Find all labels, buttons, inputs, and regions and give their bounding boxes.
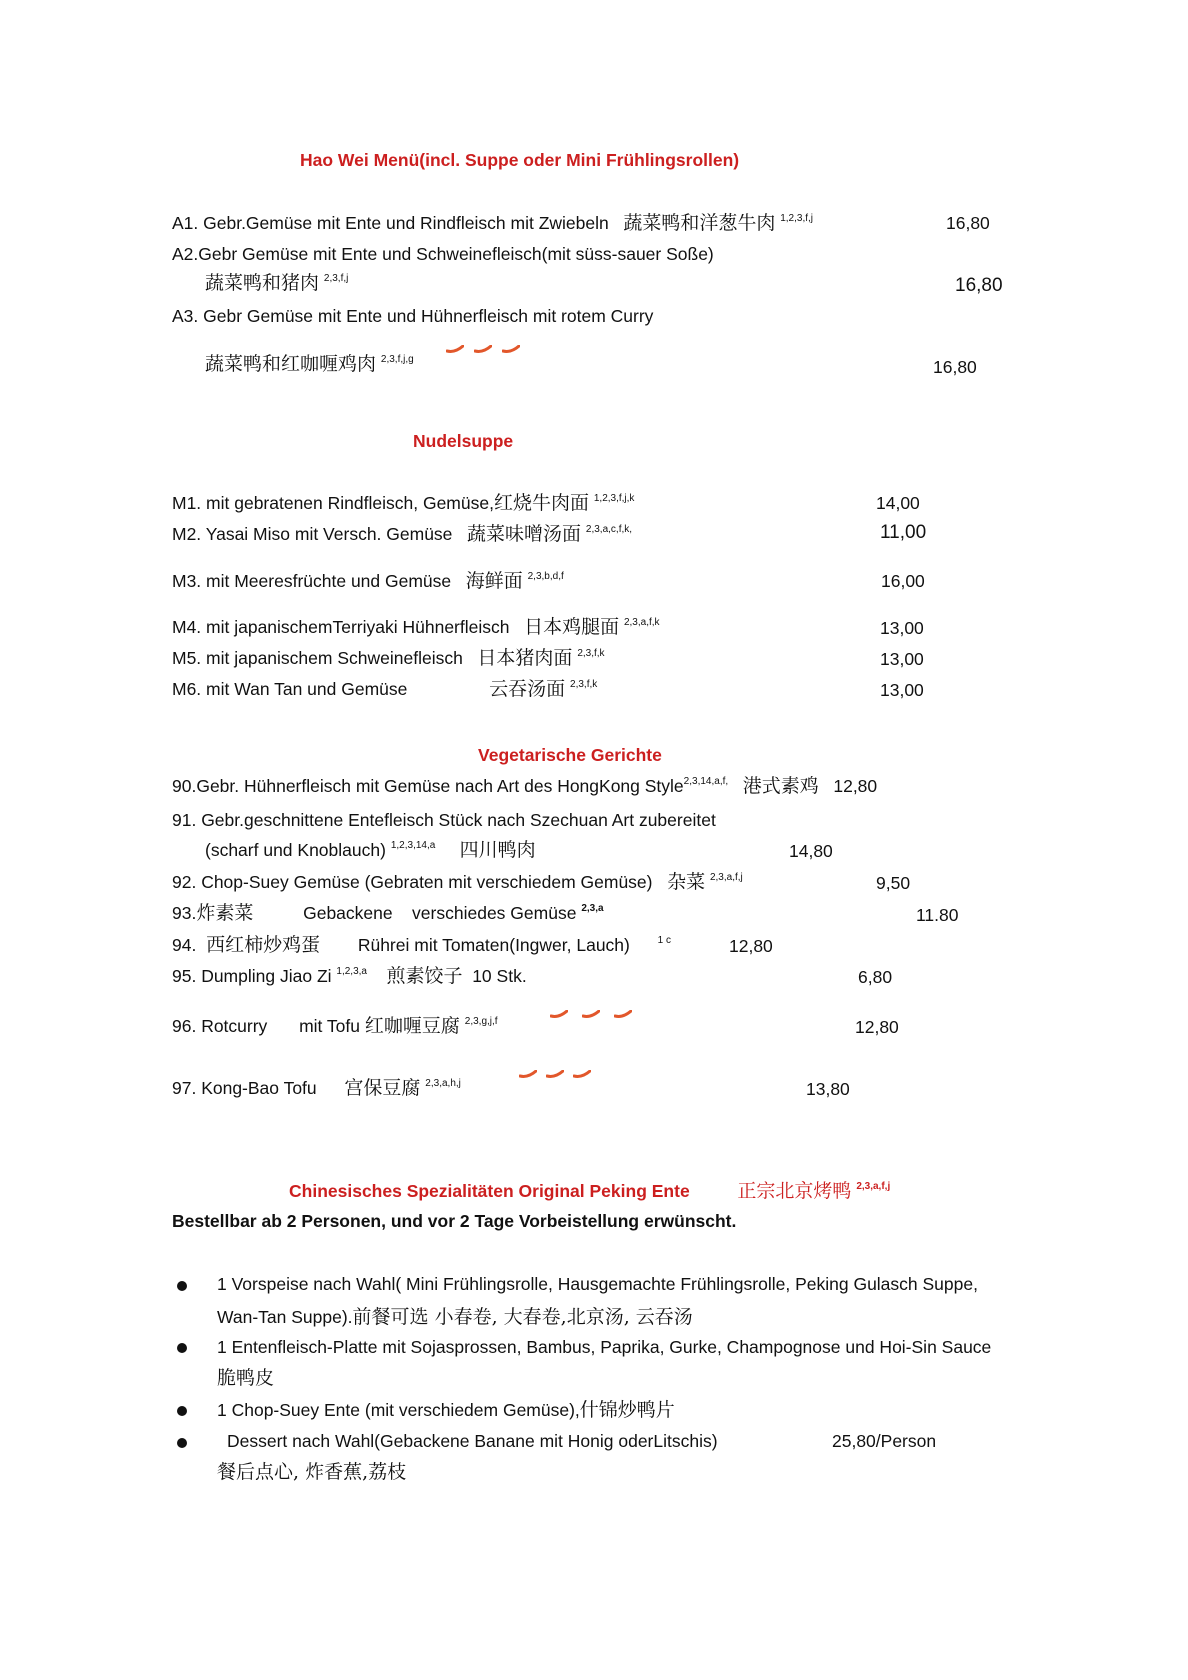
peking-bullet-2-cn: 脆鸭皮 <box>217 1367 275 1389</box>
menu-item-m6: M6. mit Wan Tan und Gemüse 云吞汤面 $^{2,3,f,k}$ <box>172 678 598 700</box>
menu-item-m1: M1. mit gebratenen Rindfleisch, Gemüse,红烧牛肉面 $^{1,2,3,f,j,k}$ <box>172 492 635 514</box>
price-96: 12,80 <box>855 1017 899 1037</box>
menu-item-95: 95. Dumpling Jiao Zi $^{1,2,3,a}$ 煎素饺子 10 Stk. <box>172 965 527 987</box>
peking-price: 25,80/Person <box>832 1431 937 1451</box>
chili-icon <box>614 1010 632 1018</box>
peking-bullet-1-line-1: 1 Vorspeise nach Wahl( Mini Frühlingsrolle, Hausgemachte Frühlingsrolle, Peking Gulasch Suppe, <box>217 1274 978 1294</box>
price-m3: 16,00 <box>881 571 925 591</box>
section-title-nudelsuppe: Nudelsuppe <box>413 431 514 451</box>
menu-item-93: 93.炸素菜 Gebackene verschiedes Gemüse $^{2,3,a}$ <box>172 902 604 924</box>
section-title-peking: Chinesisches Spezialitäten Original Peking Ente 正宗北京烤鸭 $^{2,3,a,f,j}$ <box>289 1180 891 1202</box>
menu-item-91: 91. Gebr.geschnittene Entefleisch Stück nach Szechuan Art zubereitet <box>172 810 716 830</box>
price-93: 11.80 <box>916 905 959 925</box>
price-a1: 16,80 <box>946 213 990 233</box>
chili-icon <box>573 1070 591 1078</box>
menu-item-a3: A3. Gebr Gemüse mit Ente und Hühnerfleisch mit rotem Curry <box>172 306 654 326</box>
chili-icon <box>474 345 492 353</box>
peking-bullet-2-line-1: 1 Entenfleisch-Platte mit Sojasprossen, Bambus, Paprika, Gurke, Champognose und Hoi-Sin Sauce <box>217 1337 992 1357</box>
chili-icon <box>582 1010 600 1018</box>
menu-item-m5: M5. mit japanischem Schweinefleisch 日本猪肉面 $^{2,3,f,k}$ <box>172 647 605 669</box>
bullet-icon <box>177 1406 187 1416</box>
menu-item-94: 94. 西红柿炒鸡蛋 Rührei mit Tomaten(Ingwer, Lauch) $^{1 c}$ <box>172 934 671 956</box>
chili-icon <box>550 1010 568 1018</box>
menu-item-96: 96. Rotcurry mit Tofu 红咖喱豆腐 $^{2,3,g,j,f}$ <box>172 1015 498 1037</box>
menu-item-a2-cn: 蔬菜鸭和猪肉 $^{2,3,f,j}$ <box>205 272 349 294</box>
menu-item-91-detail: (scharf und Knoblauch) $^{1,2,3,14,a}$ 四川鸭肉 <box>205 839 536 861</box>
chili-icon <box>502 345 520 353</box>
price-a3: 16,80 <box>933 357 977 377</box>
bullet-icon <box>177 1281 187 1291</box>
price-91: 14,80 <box>789 841 833 861</box>
peking-bullet-4: Dessert nach Wahl(Gebackene Banane mit Honig oderLitschis) <box>227 1431 718 1451</box>
chili-icon <box>519 1070 537 1078</box>
bullet-icon <box>177 1438 187 1448</box>
menu-item-a1: A1. Gebr.Gemüse mit Ente und Rindfleisch mit Zwiebeln 蔬菜鸭和洋葱牛肉 $^{1,2,3,f,j}$ <box>172 212 814 234</box>
price-97: 13,80 <box>806 1079 850 1099</box>
menu-item-92: 92. Chop-Suey Gemüse (Gebraten mit verschiedem Gemüse) 杂菜 $^{2,3,a,f,j}$ <box>172 871 743 893</box>
price-92: 9,50 <box>876 873 911 893</box>
menu-item-a2: A2.Gebr Gemüse mit Ente und Schweinefleisch(mit süss-sauer Soße) <box>172 244 714 264</box>
section-title-vegetarisch: Vegetarische Gerichte <box>478 745 662 765</box>
menu-item-m3: M3. mit Meeresfrüchte und Gemüse 海鲜面 $^{2,3,b,d,f}$ <box>172 570 564 592</box>
menu-item-m2: M2. Yasai Miso mit Versch. Gemüse 蔬菜味噌汤面 $^{2,3,a,c,f,k,}$ <box>172 523 633 545</box>
peking-bullet-3: 1 Chop-Suey Ente (mit verschiedem Gemüse),什锦炒鸭片 <box>217 1399 675 1421</box>
price-m1: 14,00 <box>876 493 920 513</box>
price-m5: 13,00 <box>880 649 924 669</box>
chili-icon <box>546 1070 564 1078</box>
menu-item-97: 97. Kong-Bao Tofu 宫保豆腐 $^{2,3,a,h,j}$ <box>172 1077 461 1099</box>
menu-item-m4: M4. mit japanischemTerriyaki Hühnerfleisch 日本鸡腿面 $^{2,3,a,f,k}$ <box>172 616 660 638</box>
price-m4: 13,00 <box>880 618 924 638</box>
menu-item-a3-cn: 蔬菜鸭和红咖喱鸡肉 $^{2,3,f,j,g}$ <box>205 353 414 375</box>
peking-bullet-4-cn: 餐后点心, 炸香蕉,荔枝 <box>217 1461 407 1483</box>
price-95: 6,80 <box>858 967 893 987</box>
chili-icon <box>446 345 464 353</box>
price-m6: 13,00 <box>880 680 924 700</box>
peking-subtitle: Bestellbar ab 2 Personen, und vor 2 Tage Vorbeistellung erwünscht. <box>172 1211 737 1231</box>
price-a2: 16,80 <box>955 275 1003 296</box>
section-title-hao-wei: Hao Wei Menü(incl. Suppe oder Mini Frühlingsrollen) <box>300 150 740 170</box>
price-m2: 11,00 <box>880 522 927 543</box>
price-94: 12,80 <box>729 936 773 956</box>
menu-item-90: 90.Gebr. Hühnerfleisch mit Gemüse nach Art des HongKong Style$^{2,3,14,a,f,}$ 港式素鸡 12,80 <box>172 775 878 797</box>
bullet-icon <box>177 1343 187 1353</box>
peking-bullet-1-line-2: Wan-Tan Suppe).前餐可选 小春卷, 大春卷,北京汤, 云吞汤 <box>217 1306 693 1328</box>
